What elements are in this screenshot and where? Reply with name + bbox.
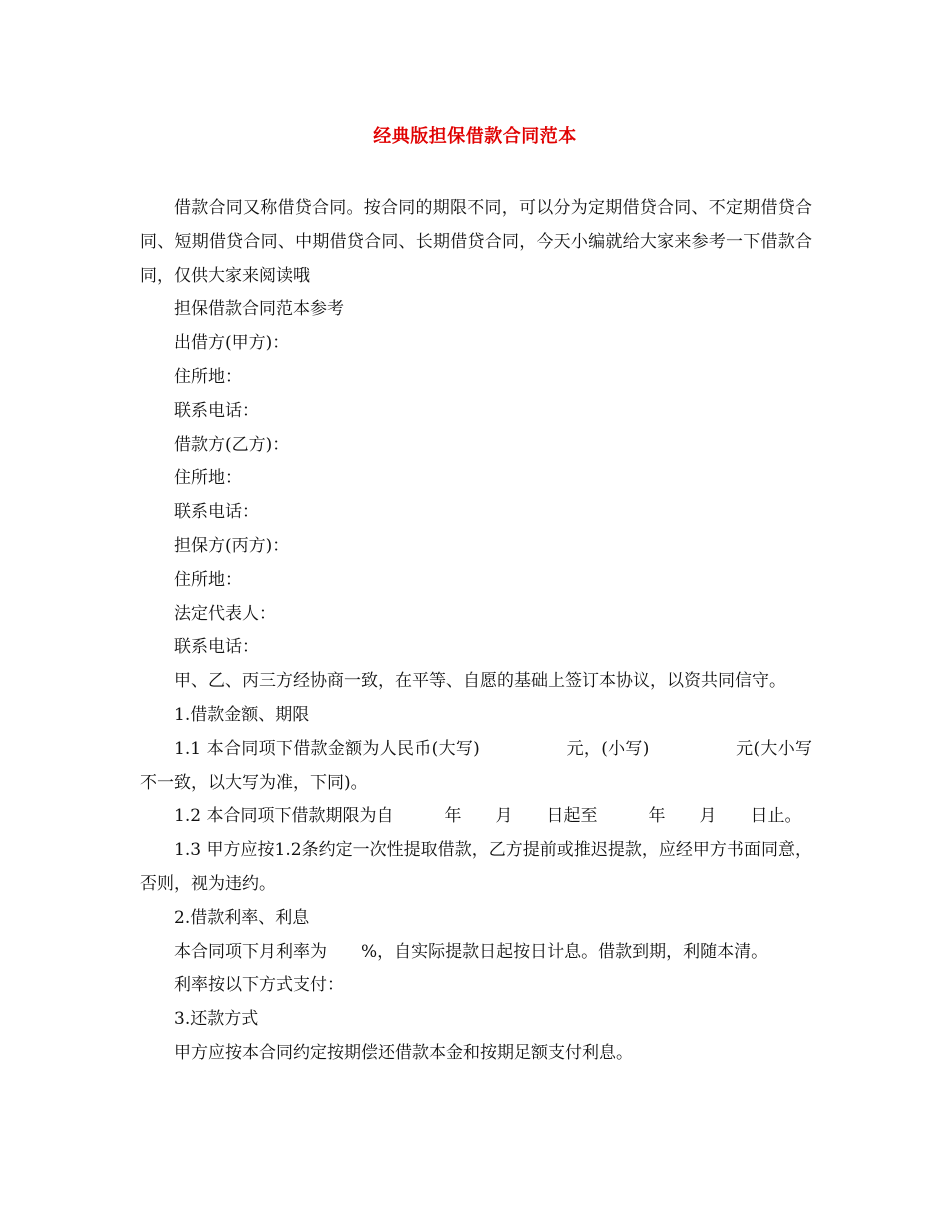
borrower-address-label: 住所地： [174, 468, 242, 489]
clause-1-heading: 1.借款金额、期限 [174, 704, 310, 725]
guarantor-address-label: 住所地： [174, 569, 242, 590]
clause-1-2: 1.2 本合同项下借款期限为自 年 月 日起至 年 月 日止。 [174, 806, 802, 827]
borrower-label: 借款方(乙方)： [174, 434, 290, 455]
clause-1-1: 1.1 本合同项下借款金额为人民币(大写) 元，(小写) 元(大小写不一致，以大写为准，下同)。 [140, 738, 812, 793]
intro-paragraph: 借款合同又称借贷合同。按合同的期限不同，可以分为定期借贷合同、不定期借贷合同、短期借贷合同、中期借贷合同、长期借贷合同，今天小编就给大家来参考一下借款合同，仅供大家来阅读哦 [140, 198, 812, 286]
lender-label: 出借方(甲方)： [174, 333, 290, 354]
guarantor-phone-label: 联系电话： [174, 637, 259, 658]
clause-2-interest: 本合同项下月利率为 %，自实际提款日起按日计息。借款到期，利随本清。 [174, 941, 769, 962]
guarantor-label: 担保方(丙方)： [174, 535, 290, 556]
document-title: 经典版担保借款合同范本 [373, 126, 577, 147]
lender-address-label: 住所地： [174, 366, 242, 387]
clause-1-3: 1.3 甲方应按1.2条约定一次性提取借款，乙方提前或推迟提款，应经甲方书面同意，否则，视为违约。 [140, 840, 812, 894]
section-heading-reference: 担保借款合同范本参考 [174, 299, 344, 320]
clause-3-heading: 3.还款方式 [174, 1009, 259, 1030]
clause-2-payment-method: 利率按以下方式支付： [174, 975, 344, 996]
lender-phone-label: 联系电话： [174, 400, 259, 421]
document-body [140, 192, 812, 1071]
agreement-statement: 甲、乙、丙三方经协商一致，在平等、自愿的基础上签订本协议，以资共同信守。 [174, 671, 786, 692]
clause-2-heading: 2.借款利率、利息 [174, 907, 310, 928]
borrower-phone-label: 联系电话： [174, 502, 259, 523]
guarantor-legal-rep-label: 法定代表人： [174, 603, 276, 624]
clause-3-text: 甲方应按本合同约定按期偿还借款本金和按期足额支付利息。 [174, 1042, 633, 1063]
